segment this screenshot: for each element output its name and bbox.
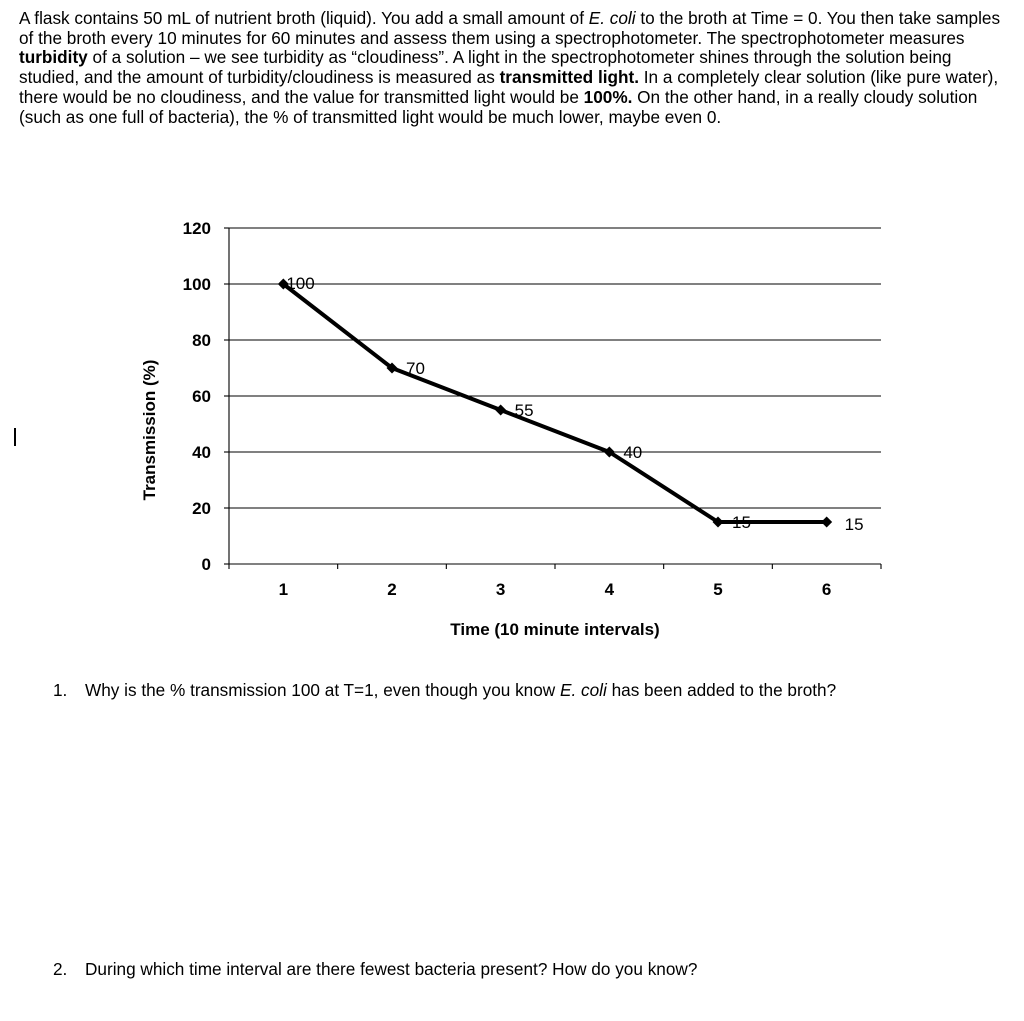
data-point-marker: [495, 405, 506, 416]
intro-ecoli: E. coli: [588, 8, 636, 28]
data-label: 100: [286, 274, 315, 293]
x-tick-label: 4: [604, 580, 615, 599]
y-axis-title: Transmission (%): [140, 359, 159, 501]
x-tick-label: 6: [821, 580, 832, 599]
y-tick-label: 60: [192, 387, 211, 406]
intro-hundred-percent: 100%.: [583, 86, 633, 107]
data-label: 55: [514, 401, 534, 420]
data-label: 40: [623, 443, 643, 462]
intro-text-5: On the other hand, in a really cloudy solution (such as one full of bacteria), the % of transmitted light would be much lower, maybe even 0.: [19, 86, 978, 127]
question-2: [53, 959, 697, 980]
question-1: [53, 680, 836, 701]
question-1-text-b: has been added to the broth?: [606, 680, 837, 700]
data-label: 15: [732, 513, 751, 532]
y-tick-label: 100: [182, 275, 211, 294]
x-tick-label: 5: [713, 580, 723, 599]
y-tick-label: 20: [192, 499, 211, 518]
question-1-number: 1.: [53, 680, 68, 700]
y-tick-label: 0: [201, 555, 211, 574]
intro-turbidity: turbidity: [19, 47, 88, 68]
x-tick-label: 1: [278, 580, 289, 599]
intro-transmitted-light: transmitted light.: [499, 67, 639, 88]
question-2-text: During which time interval are there fewest bacteria present? How do you know?: [85, 959, 698, 979]
intro-text-2: to the broth at Time = 0. You then take samples of the broth every 10 minutes for 60 minutes and assess them using a spectrophotometer. The spectrophotometer measures: [19, 8, 1001, 48]
y-tick-label: 40: [192, 443, 211, 462]
question-1-text-a: Why is the % transmission 100 at T=1, even though you know: [85, 680, 560, 700]
series-line: [283, 284, 826, 522]
question-1-ecoli: E. coli: [559, 680, 607, 700]
intro-text-3: of a solution – we see turbidity as “cloudiness”. A light in the spectrophotometer shines through the solution being studied, and the amount of turbidity/cloudiness is measured as: [19, 47, 952, 88]
x-tick-label: 3: [495, 580, 506, 599]
x-axis-title: Time (10 minute intervals): [450, 620, 660, 639]
intro-text-1: A flask contains 50 mL of nutrient broth (liquid). You add a small amount of: [19, 8, 589, 28]
data-label: 70: [406, 359, 425, 378]
data-point-marker: [821, 517, 832, 528]
y-tick-label: 120: [182, 219, 211, 238]
y-tick-label: 80: [192, 331, 211, 350]
intro-text-4: In a completely clear solution (like pure water), there would be no cloudiness, and the value for transmitted light would be: [19, 67, 999, 107]
x-tick-label: 2: [387, 580, 397, 599]
data-label: 15: [844, 515, 864, 534]
question-2-number: 2.: [53, 959, 68, 979]
